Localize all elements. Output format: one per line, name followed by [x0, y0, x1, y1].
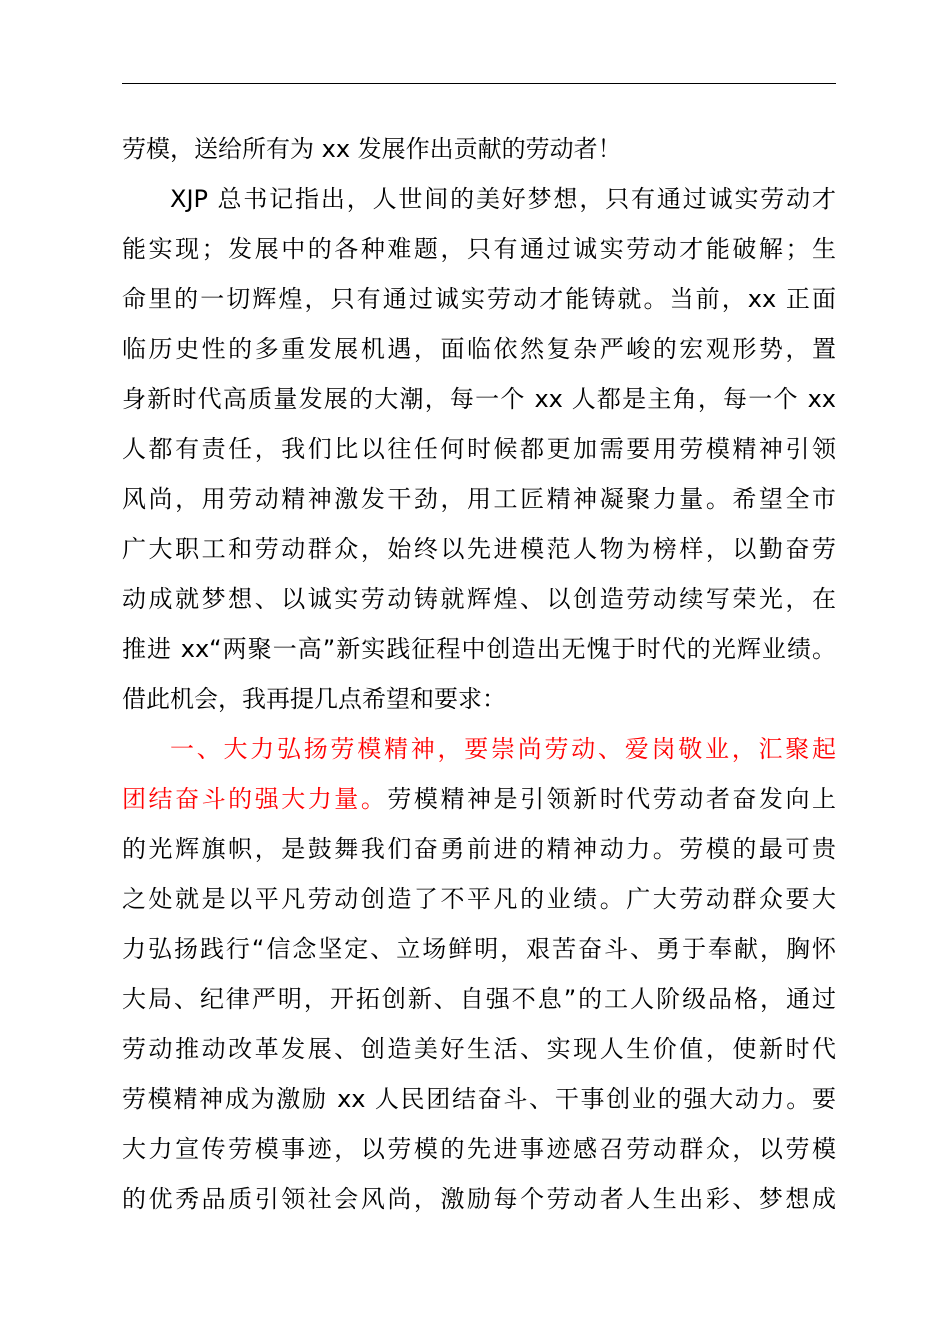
- text-line-rest: 劳模精神是引领新时代劳动者奋发向上: [387, 785, 837, 813]
- text-line: 的优秀品质引领社会风尚，激励每个劳动者人生出彩、梦想成: [122, 1185, 836, 1213]
- text-line: 劳动推动改革发展、创造美好生活、实现人生价值，使新时代: [122, 1035, 836, 1063]
- text-line: 身新时代高质量发展的大潮，每一个 xx 人都是主角，每一个 xx: [122, 385, 836, 413]
- text-line: 推进 xx“两聚一高”新实践征程中创造出无愧于时代的光辉业绩。: [122, 635, 836, 663]
- text-line: 力弘扬践行“信念坚定、立场鲜明，艰苦奋斗、勇于奉献，胸怀: [122, 935, 836, 963]
- document-body: [122, 124, 836, 1224]
- text-line: 能实现；发展中的各种难题，只有通过诚实劳动才能破解；生: [122, 235, 836, 263]
- text-line: XJP 总书记指出，人世间的美好梦想，只有通过诚实劳动才: [170, 185, 836, 213]
- text-line: 劳模精神成为激励 xx 人民团结奋斗、干事创业的强大动力。要: [122, 1085, 836, 1113]
- section-heading: 一、大力弘扬劳模精神，要崇尚劳动、爱岗敬业，汇聚起: [170, 735, 836, 763]
- text-line: 动成就梦想、以诚实劳动铸就辉煌、以创造劳动续写荣光，在: [122, 585, 836, 613]
- text-line: 劳模，送给所有为 xx 发展作出贡献的劳动者！: [122, 135, 622, 163]
- section-heading-continued: 团结奋斗的强大力量。: [122, 785, 388, 813]
- text-line: 临历史性的多重发展机遇，面临依然复杂严峻的宏观形势，置: [122, 335, 836, 363]
- text-line: 人都有责任，我们比以往任何时候都更加需要用劳模精神引领: [122, 435, 836, 463]
- text-line: 大局、纪律严明，开拓创新、自强不息”的工人阶级品格，通过: [122, 985, 836, 1013]
- paragraph-1: [122, 124, 836, 174]
- paragraph-2: [122, 174, 836, 724]
- text-line: 的光辉旗帜，是鼓舞我们奋勇前进的精神动力。劳模的最可贵: [122, 835, 836, 863]
- paragraph-3: [122, 724, 836, 1224]
- text-line: 借此机会，我再提几点希望和要求：: [122, 685, 506, 713]
- text-line: 广大职工和劳动群众，始终以先进模范人物为榜样，以勤奋劳: [122, 535, 836, 563]
- header-rule: [122, 83, 836, 84]
- text-line: 之处就是以平凡劳动创造了不平凡的业绩。广大劳动群众要大: [122, 885, 836, 913]
- text-line: [122, 774, 836, 824]
- text-line: 风尚，用劳动精神激发干劲，用工匠精神凝聚力量。希望全市: [122, 485, 836, 513]
- text-line: 命里的一切辉煌，只有通过诚实劳动才能铸就。当前，xx 正面: [122, 285, 836, 313]
- text-line: 大力宣传劳模事迹，以劳模的先进事迹感召劳动群众，以劳模: [122, 1135, 836, 1163]
